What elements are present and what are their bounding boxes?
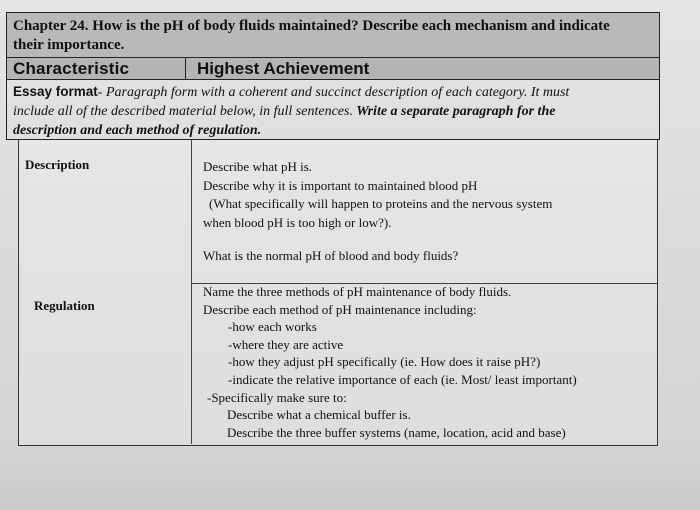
- regulation-line: -how they adjust pH specifically (ie. How does it raise pH?): [228, 354, 541, 370]
- description-line: Describe why it is important to maintained blood pH: [203, 177, 478, 193]
- regulation-line: Describe what a chemical buffer is.: [227, 407, 411, 423]
- regulation-line: Describe each method of pH maintenance including:: [203, 301, 477, 317]
- essay-format-text: - Paragraph form with a coherent and succinct description of each category. It must: [97, 85, 570, 100]
- essay-format-instructions: [6, 80, 660, 140]
- regulation-line: -where they are active: [228, 336, 344, 352]
- essay-line-1: [13, 82, 653, 102]
- essay-line-2: [13, 102, 653, 121]
- essay-line-3: [13, 121, 653, 140]
- essay-format-label: Essay format: [13, 84, 98, 99]
- normal-ph-question: What is the normal pH of blood and body fluids?: [203, 248, 459, 263]
- spacer: [203, 232, 552, 247]
- regulation-cell: [203, 283, 577, 441]
- regulation-line: -Specifically make sure to:: [207, 389, 347, 405]
- regulation-line: -indicate the relative importance of each (ie. Most/ least important): [228, 371, 577, 387]
- description-line: (What specifically will happen to proteins and the nervous system: [209, 196, 553, 211]
- characteristic-heading: Characteristic: [13, 59, 130, 78]
- chapter-question-line1: Chapter 24. How is the pH of body fluids maintained? Describe each mechanism and indicate: [13, 18, 610, 34]
- regulation-line: Describe the three buffer systems (name, location, acid and base): [227, 424, 566, 440]
- description-line: Describe what pH is.: [203, 159, 313, 174]
- essay-line-2-bold: Write a separate paragraph for the: [352, 104, 556, 119]
- characteristic-row: [6, 58, 660, 80]
- page-bottom-margin: [0, 450, 700, 510]
- description-label: Description: [25, 157, 90, 172]
- highest-achievement-heading: Highest Achievement: [197, 59, 370, 78]
- description-cell: [203, 158, 552, 266]
- chapter-question-line2: their importance.: [13, 37, 125, 53]
- chapter-header: [6, 12, 660, 58]
- regulation-label: Regulation: [34, 298, 95, 313]
- regulation-line: -how each works: [228, 319, 317, 335]
- essay-line-2-text: include all of the described material below, in full sentences.: [13, 104, 353, 119]
- description-line: when blood pH is too high or low?).: [203, 214, 392, 230]
- column-divider: [185, 58, 186, 79]
- regulation-line: Name the three methods of pH maintenance of body fluids.: [203, 284, 512, 299]
- essay-line-3-bold: description and each method of regulation.: [13, 123, 262, 138]
- table-column-divider: [191, 140, 192, 444]
- rubric-table: [18, 140, 658, 446]
